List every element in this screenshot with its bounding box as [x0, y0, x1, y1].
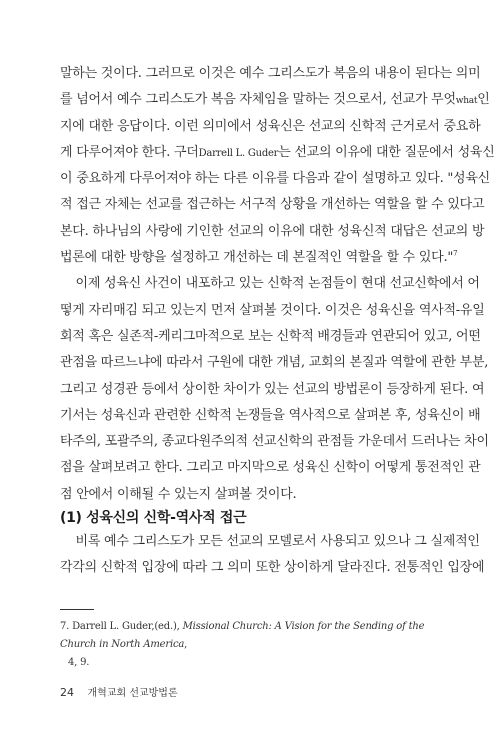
text-run: 는 선교의 이유에 대한 질문에서 성육신	[278, 144, 495, 160]
inline-author-name: Darrell L. Guder	[198, 147, 279, 159]
footnote-divider	[60, 609, 94, 610]
text-line: 적 접근 자체는 선교를 접근하는 서구적 상황을 개선하는 역할을 할 수 있다고	[60, 197, 485, 213]
inline-gloss: what	[455, 96, 478, 107]
text-run: 인	[477, 92, 490, 108]
body-paragraph-2	[60, 529, 485, 582]
text-line: 점 안에서 이해될 수 있는지 살펴볼 것이다.	[60, 486, 297, 502]
text-line: 이 중요하게 다루어져야 하는 다른 이유를 다음과 같이 설명하고 있다. "성육신	[60, 171, 490, 187]
text-line: 비록 예수 그리스도가 모든 선교의 모델로서 사용되고 있으나 그 실제적인	[60, 534, 480, 549]
footnote-line	[60, 618, 440, 654]
page-number: 24	[60, 686, 74, 699]
footnote	[60, 618, 440, 672]
footnote-marker: 7	[453, 249, 458, 258]
text-run: 를 넘어서 예수 그리스도가 복음 자체임을 말하는 것으로서, 선교가 무엇	[60, 92, 456, 108]
text-line: 그리고 성경관 등에서 상이한 차이가 있는 선교의 방법론이 등장하게 된다. 여	[60, 381, 485, 397]
text-line: 타주의, 포괄주의, 종교다원주의적 선교신학의 관점들 가운데서 드러나는 차이	[60, 434, 489, 450]
text-line	[60, 87, 490, 113]
footnote-book-title: Missional Church: A Vision for the Sending of the Church in North America	[60, 621, 425, 650]
footnote-text: 7. Darrell L. Guder,(ed.),	[60, 621, 183, 632]
footnote-text: ,	[184, 639, 188, 650]
text-run: 법론에 대한 방향을 설정하고 개선하는 데 본질적인 역할을 할 수 있다."	[60, 250, 454, 266]
text-line: 이제 성육신 사건이 내포하고 있는 신학적 논점들이 현대 선교신학에서 어	[60, 276, 480, 292]
footnote-line: 4, 9.	[68, 657, 90, 668]
text-line: 말하는 것이다. 그러므로 이것은 예수 그리스도가 복음의 내용이 된다는 의미	[60, 66, 481, 81]
text-line: 각각의 신학적 입장에 따라 그 의미 또한 상이하게 달라진다. 전통적인 입장에	[60, 560, 485, 576]
text-line: 기서는 성육신과 관련한 신학적 논쟁들을 역사적으로 살펴본 후, 성육신이 배	[60, 407, 481, 423]
body-paragraph-1	[60, 61, 495, 508]
section-heading: (1) 성육신의 신학-역사적 접근	[60, 510, 247, 526]
text-line	[60, 140, 495, 166]
running-title: 개혁교회 선교방법론	[87, 688, 178, 699]
text-line	[60, 245, 458, 271]
text-line: 관점을 따르느냐에 따라서 구원에 대한 개념, 교회의 본질과 역할에 관한 부분,	[60, 355, 489, 371]
text-line: 점을 살펴보려고 한다. 그리고 마지막으로 성육신 신학이 어떻게 통전적인 관	[60, 460, 481, 476]
text-line: 회적 혹은 실존적-케리그마적으로 보는 신학적 배경들과 연관되어 있고, 어떤	[60, 328, 481, 344]
text-run: 게 다루어져야 한다. 구더	[60, 144, 199, 160]
page-footer	[60, 684, 178, 699]
text-line: 본다. 하나님의 사랑에 기인한 선교의 이유에 대한 성육신적 대답은 선교의 방	[60, 223, 485, 239]
text-line: 떻게 자리매김 되고 있는지 먼저 살펴볼 것이다. 이것은 성육신을 역사적-유일	[60, 302, 485, 318]
text-line: 지에 대한 응답이다. 이런 의미에서 성육신은 선교의 신학적 근거로서 중요하	[60, 118, 481, 134]
